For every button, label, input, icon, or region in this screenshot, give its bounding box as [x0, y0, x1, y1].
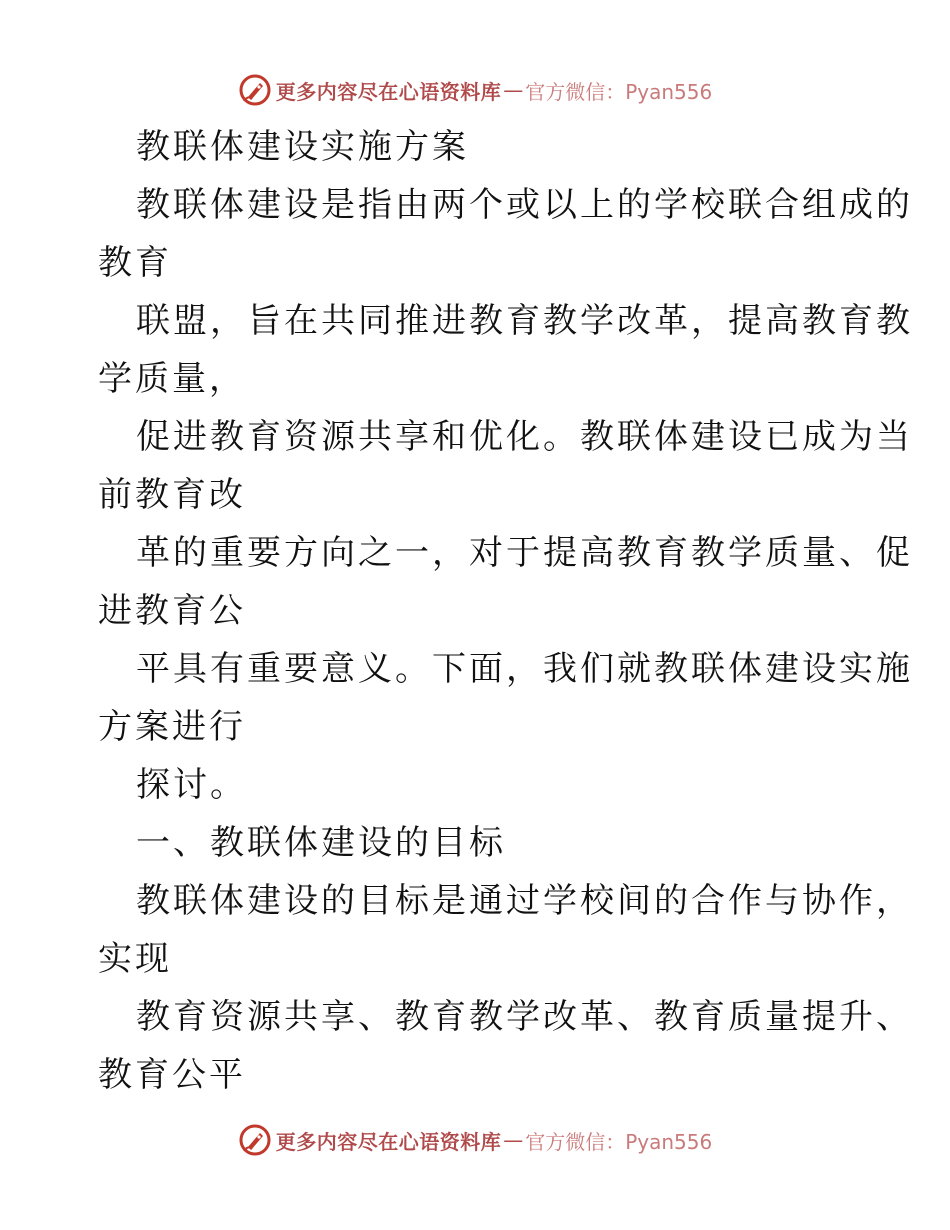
- watermark-contact: 官方微信：Pyan556: [525, 1129, 713, 1154]
- watermark-separator: —: [503, 1128, 524, 1152]
- document-body: [98, 118, 913, 1104]
- watermark-text: 更多内容尽在心语资料库: [275, 1129, 502, 1154]
- text-line: 探讨。: [136, 765, 247, 805]
- text-line: 教联体建设实施方案: [136, 127, 469, 167]
- watermark-contact: 官方微信：Pyan556: [525, 79, 713, 104]
- watermark-separator: —: [503, 78, 524, 102]
- text-line: 学质量，: [98, 359, 246, 399]
- text-line: 教育: [98, 243, 172, 283]
- text-line: 进教育公: [98, 591, 246, 631]
- text-line: 一、教联体建设的目标: [136, 823, 506, 863]
- footer-watermark: [0, 1120, 950, 1160]
- text-line: 平具有重要意义。下面，我们就教联体建设实施: [136, 649, 913, 689]
- text-line: 联盟，旨在共同推进教育教学改革，提高教育教: [136, 301, 913, 341]
- text-line: 方案进行: [98, 707, 246, 747]
- text-line: 教联体建设是指由两个或以上的学校联合组成的: [136, 185, 913, 225]
- header-watermark: [0, 70, 950, 110]
- text-line: 革的重要方向之一，对于提高教育教学质量、促: [136, 533, 913, 573]
- text-line: 前教育改: [98, 475, 246, 515]
- text-line: 促进教育资源共享和优化。教联体建设已成为当: [136, 417, 913, 457]
- text-line: 教育资源共享、教育教学改革、教育质量提升、: [136, 997, 913, 1037]
- pen-nib-icon: [238, 73, 272, 107]
- watermark-text: 更多内容尽在心语资料库: [275, 79, 502, 104]
- text-line: 教育公平: [98, 1055, 246, 1095]
- pen-nib-icon: [238, 1123, 272, 1157]
- text-line: 教联体建设的目标是通过学校间的合作与协作，: [136, 881, 913, 921]
- text-line: 实现: [98, 939, 172, 979]
